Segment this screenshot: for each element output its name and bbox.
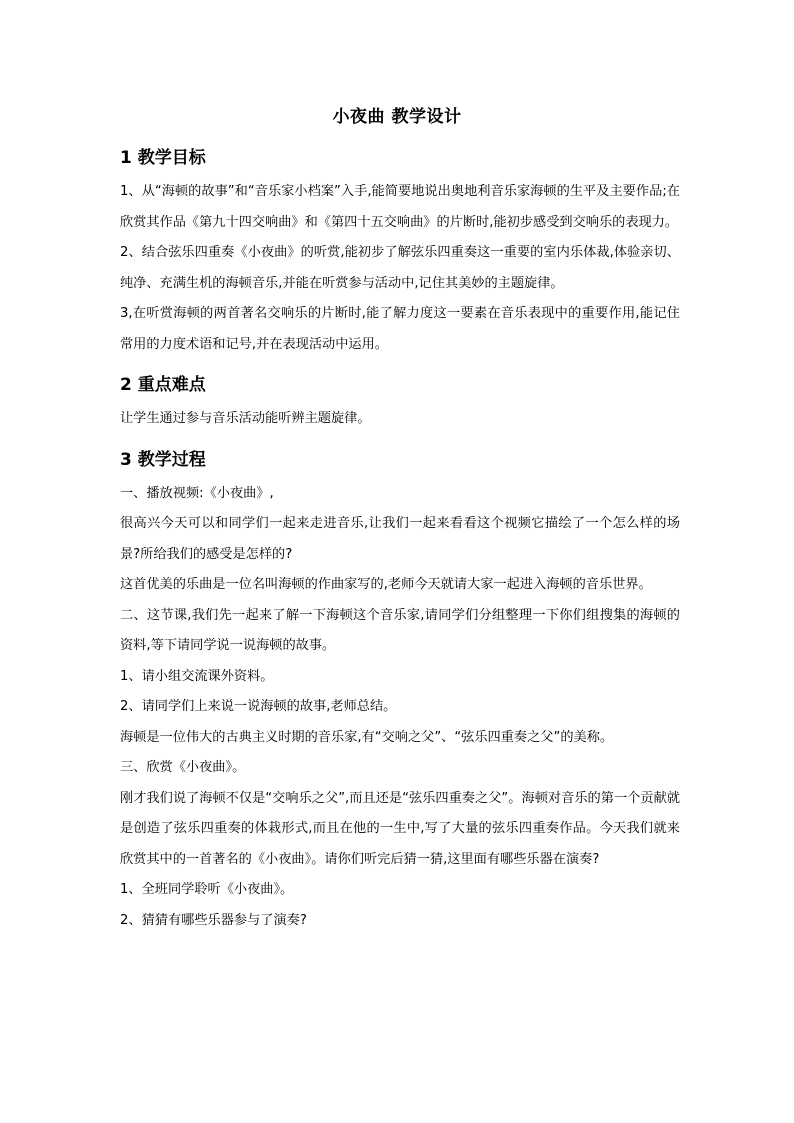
paragraph: 1、全班同学聆听《小夜曲》。: [120, 882, 294, 897]
paragraph: 三、欣赏《小夜曲》。: [120, 760, 246, 775]
paragraph: 让学生通过参与音乐活动能听辨主题旋律。: [120, 411, 371, 426]
paragraph: 2、猜猜有哪些乐器参与了演奏?: [120, 912, 307, 928]
section-heading: 2 重点难点: [120, 375, 206, 395]
paragraph: 1、请小组交流课外资料。: [120, 668, 274, 684]
paragraph: 二、这节课,我们先一起来了解一下海顿这个音乐家,请同学们分组整理一下你们组搜集的海顿的资料,等下请同学说一说海顿的故事。: [120, 607, 680, 653]
paragraph: 1、从“海顿的故事”和“音乐家小档案”入手,能简要地说出奥地利音乐家海顿的生平及主要作品;在欣赏其作品《第九十四交响曲》和《第四十五交响曲》的片断时,能初步感受到交响乐的表现力。: [120, 184, 680, 230]
section-teaching-goals: [120, 145, 680, 360]
paragraph: 2、请同学们上来说一说海顿的故事,老师总结。: [120, 699, 397, 714]
section-heading: 1 教学目标: [120, 148, 206, 168]
paragraph: 3,在听赏海顿的两首著名交响乐的片断时,能了解力度这一要素在音乐表现中的重要作用,能记住常用的力度术语和记号,并在表现活动中运用。: [120, 306, 680, 352]
document-body: [120, 145, 680, 936]
paragraph: 这首优美的乐曲是一位名叫海顿的作曲家写的,老师今天就请大家一起进入海顿的音乐世界。: [120, 577, 652, 592]
paragraph: 很高兴今天可以和同学们一起来走进音乐,让我们一起来看看这个视频它描绘了一个怎么样的场景?所给我们的感受是怎样的?: [120, 516, 680, 562]
section-teaching-process: [120, 447, 680, 937]
section-key-points: [120, 372, 680, 435]
document-title: 小夜曲 教学设计: [332, 107, 462, 127]
paragraph: 海顿是一位伟大的古典主义时期的音乐家,有“交响之父”、“弦乐四重奏之父”的美称。: [120, 729, 614, 745]
paragraph: 2、结合弦乐四重奏《小夜曲》的听赏,能初步了解弦乐四重奏这一重要的室内乐体裁,体验亲切、纯净、充满生机的海顿音乐,并能在听赏参与活动中,记住其美妙的主题旋律。: [120, 245, 680, 291]
paragraph: 一、播放视频:《小夜曲》,: [120, 485, 274, 501]
paragraph: 刚才我们说了海顿不仅是“交响乐之父”,而且还是“弦乐四重奏之父”。海顿对音乐的第一个贡献就是创造了弦乐四重奏的体栽形式,而且在他的一生中,写了大量的弦乐四重奏作品。今天我们就来欣赏其中的一首著名的《小夜曲》。请你们听完后猜一猜,这里面有哪些乐器在演奏?: [120, 790, 680, 867]
section-heading: 3 教学过程: [120, 449, 206, 470]
